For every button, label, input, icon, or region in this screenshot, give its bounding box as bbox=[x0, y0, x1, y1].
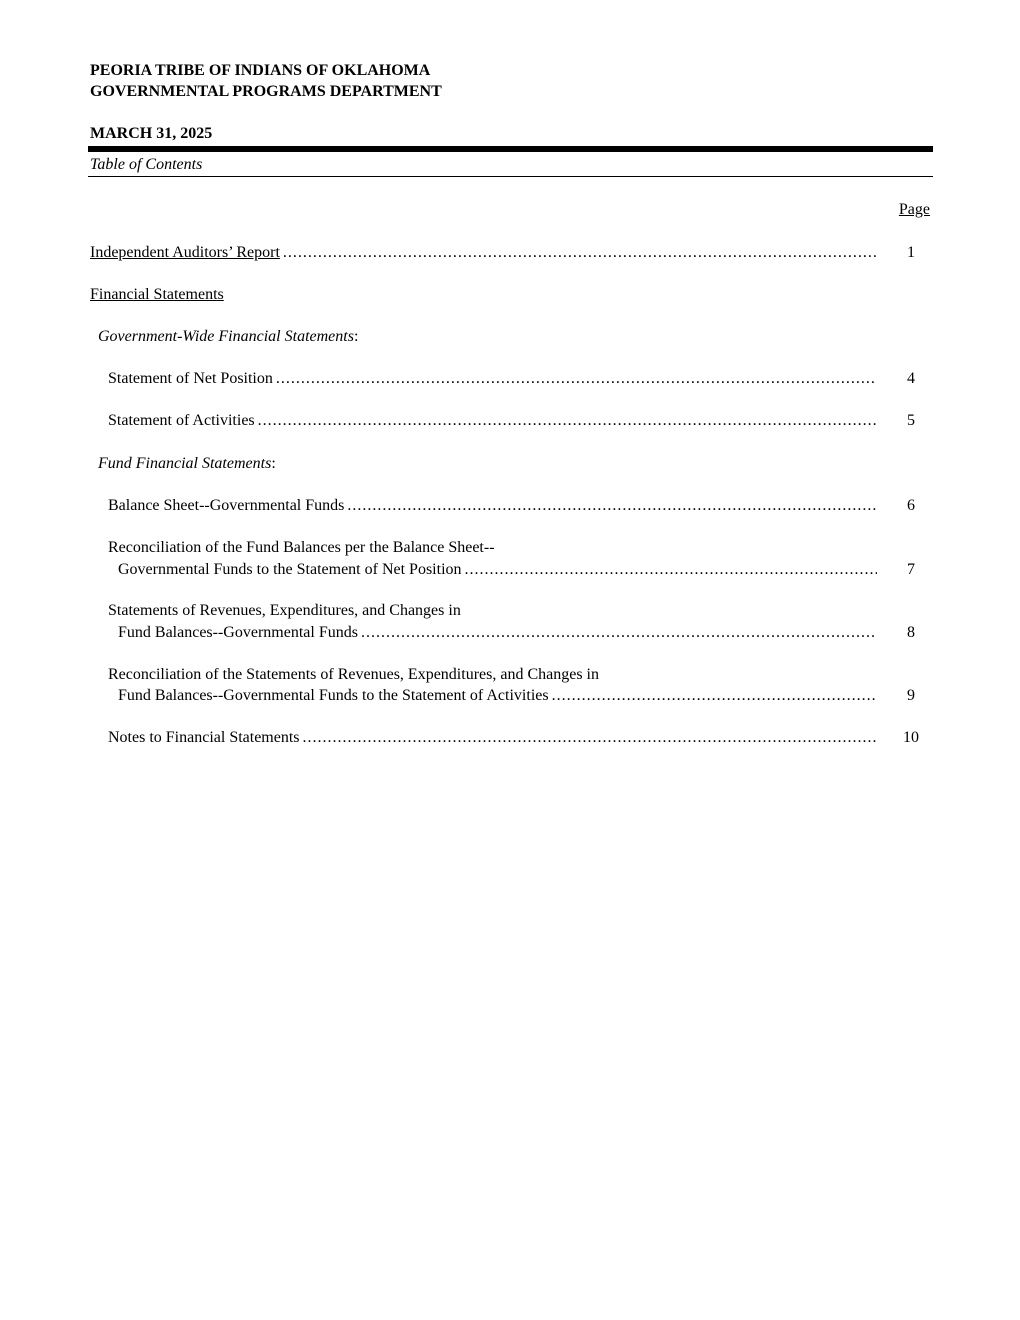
leader-dots bbox=[283, 244, 877, 262]
toc-page-number: 4 bbox=[907, 370, 915, 387]
toc-entry-activities[interactable] bbox=[108, 412, 880, 430]
leader-dots bbox=[276, 370, 877, 388]
report-date: MARCH 31, 2025 bbox=[90, 125, 213, 142]
toc-entry-reconciliation-revenues[interactable] bbox=[118, 687, 880, 705]
leader-dots bbox=[552, 687, 877, 705]
toc-entry-label: Notes to Financial Statements bbox=[108, 729, 300, 746]
toc-page-number: 6 bbox=[907, 497, 915, 514]
toc-page-number: 1 bbox=[907, 244, 915, 261]
toc-entry-label: Fund Balances--Governmental Funds to the Statement of Activities bbox=[118, 687, 549, 704]
toc-entry-label: Balance Sheet--Governmental Funds bbox=[108, 497, 345, 514]
leader-dots bbox=[303, 729, 877, 747]
subsection-heading-fund bbox=[98, 455, 276, 473]
subsection-heading-colon: : bbox=[353, 328, 359, 345]
subsection-heading-text: Government-Wide Financial Statements bbox=[98, 328, 354, 345]
toc-page-number: 8 bbox=[907, 624, 915, 641]
department-name: GOVERNMENTAL PROGRAMS DEPARTMENT bbox=[90, 83, 442, 100]
thin-divider bbox=[88, 176, 933, 177]
toc-entry-label: Independent Auditors’ Report bbox=[90, 244, 280, 261]
toc-entry-revenues[interactable] bbox=[118, 624, 880, 642]
subsection-heading-text: Fund Financial Statements bbox=[98, 455, 272, 472]
subsection-heading-government-wide bbox=[98, 328, 358, 346]
toc-entry-reconciliation-balance[interactable] bbox=[118, 561, 880, 579]
organization-name: PEORIA TRIBE OF INDIANS OF OKLAHOMA bbox=[90, 62, 431, 79]
toc-entry-revenues-line1[interactable]: Statements of Revenues, Expenditures, and Changes in bbox=[108, 602, 461, 619]
leader-dots bbox=[347, 497, 877, 515]
toc-entry-balance-sheet[interactable] bbox=[108, 497, 880, 515]
toc-entry-reconciliation-balance-line1[interactable]: Reconciliation of the Fund Balances per the Balance Sheet-- bbox=[108, 539, 495, 556]
page-column-heading: Page bbox=[898, 201, 930, 218]
toc-entry-label: Statement of Activities bbox=[108, 412, 255, 429]
thick-divider bbox=[88, 146, 933, 152]
toc-entry-reconciliation-revenues-line1[interactable]: Reconciliation of the Statements of Revenues, Expenditures, and Changes in bbox=[108, 666, 599, 683]
toc-entry-label: Fund Balances--Governmental Funds bbox=[118, 624, 358, 641]
document-subtitle: Table of Contents bbox=[90, 156, 203, 173]
leader-dots bbox=[361, 624, 877, 642]
toc-page-number: 10 bbox=[903, 729, 919, 746]
subsection-heading-colon: : bbox=[271, 455, 276, 472]
section-heading-financial-statements: Financial Statements bbox=[90, 286, 224, 303]
leader-dots bbox=[258, 412, 877, 430]
leader-dots bbox=[465, 561, 877, 579]
toc-entry-notes[interactable] bbox=[108, 729, 880, 747]
toc-entry-auditors-report[interactable] bbox=[90, 244, 880, 262]
toc-entry-label: Statement of Net Position bbox=[108, 370, 273, 387]
toc-entry-label: Governmental Funds to the Statement of Net Position bbox=[118, 561, 462, 578]
toc-page-number: 7 bbox=[907, 561, 915, 578]
toc-page-number: 5 bbox=[907, 412, 915, 429]
toc-page-number: 9 bbox=[907, 687, 915, 704]
toc-entry-net-position[interactable] bbox=[108, 370, 880, 388]
